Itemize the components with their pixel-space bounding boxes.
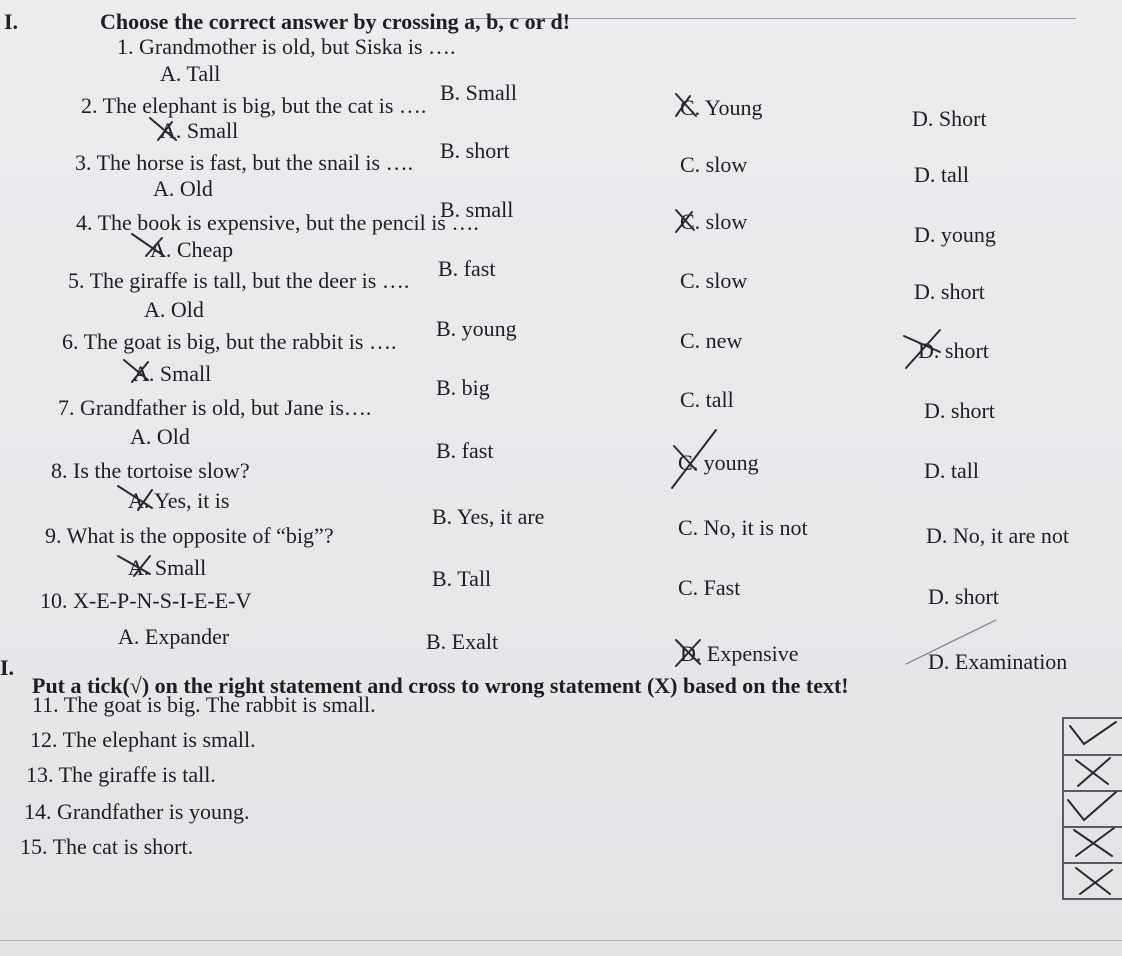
q1-option-a[interactable]: A. Tall (160, 61, 221, 86)
q2-option-a[interactable]: A. Small (160, 118, 239, 143)
section2-instruction: Put a tick(√) on the right statement and cross to wrong statement (X) based on the text! (32, 673, 849, 698)
tick-mark-14 (1068, 792, 1116, 820)
question-4: 4. The book is expensive, but the pencil is …. (76, 210, 479, 235)
q2-option-d[interactable]: D. tall (914, 162, 969, 187)
q6-option-d[interactable]: D. short (924, 398, 995, 423)
q4-option-d[interactable]: D. short (914, 279, 985, 304)
statement-14: 14. Grandfather is young. (24, 799, 250, 824)
q1-option-b[interactable]: B. Small (440, 80, 518, 105)
question-1: 1. Grandmother is old, but Siska is …. (117, 34, 456, 59)
q7-option-b[interactable]: B. fast (436, 438, 494, 463)
cross-mark-q4 (132, 234, 164, 256)
q1-option-c[interactable]: C. Young (680, 95, 763, 120)
section1-instruction: Choose the correct answer by crossing a, b, c or d! (100, 9, 571, 34)
q8-option-b[interactable]: B. Yes, it are (432, 504, 545, 529)
q10-option-b[interactable]: B. Exalt (426, 629, 499, 654)
q5-option-a[interactable]: A. Old (144, 297, 204, 322)
q6-option-b[interactable]: B. big (436, 375, 490, 400)
q8-option-a[interactable]: A. Yes, it is (128, 488, 230, 513)
q3-option-b[interactable]: B. small (440, 197, 514, 222)
cross-mark-q1 (676, 94, 696, 116)
q7-option-c[interactable]: C. young (678, 450, 759, 475)
q3-option-d[interactable]: D. young (914, 222, 996, 247)
q1-option-d[interactable]: D. Short (912, 106, 987, 131)
q5-option-d[interactable]: D. short (918, 338, 989, 363)
question-10: 10. X-E-P-N-S-I-E-E-V (40, 588, 252, 613)
cross-mark-q10 (676, 640, 700, 666)
question-2: 2. The elephant is big, but the cat is …. (81, 93, 427, 118)
cross-mark-q2 (150, 118, 176, 140)
q9-option-d[interactable]: D. short (928, 584, 999, 609)
q9-option-c[interactable]: C. Fast (678, 575, 741, 600)
cross-mark-16 (1076, 868, 1112, 894)
q7-option-a[interactable]: A. Old (130, 424, 190, 449)
q6-option-a[interactable]: A. Small (133, 361, 212, 386)
cross-mark-q5 (904, 330, 940, 368)
q7-option-d[interactable]: D. tall (924, 458, 979, 483)
cross-mark-13 (1076, 758, 1110, 786)
q6-option-c[interactable]: C. tall (680, 387, 734, 412)
q2-option-c[interactable]: C. slow (680, 152, 748, 177)
cross-mark-q6 (124, 360, 148, 382)
q3-option-a[interactable]: A. Old (153, 176, 213, 201)
q4-option-c[interactable]: C. slow (680, 268, 748, 293)
q3-option-c[interactable]: C. slow (680, 209, 748, 234)
q10-option-d[interactable]: D. Examination (928, 649, 1068, 674)
statement-15: 15. The cat is short. (20, 834, 194, 859)
question-5: 5. The giraffe is tall, but the deer is …. (68, 268, 410, 293)
section2-label: I. (0, 655, 15, 680)
cross-mark-q8 (118, 486, 152, 510)
question-8: 8. Is the tortoise slow? (51, 458, 250, 483)
cross-mark-q3 (676, 210, 694, 232)
q2-option-b[interactable]: B. short (440, 138, 510, 163)
cross-mark-q7 (672, 430, 716, 488)
statement-12: 12. The elephant is small. (30, 727, 256, 752)
q9-option-a[interactable]: A. Small (128, 555, 207, 580)
question-7: 7. Grandfather is old, but Jane is…. (58, 395, 372, 420)
q10-option-c[interactable]: D. Expensive (680, 641, 799, 666)
q9-option-b[interactable]: B. Tall (432, 566, 492, 591)
statement-11: 11. The goat is big. The rabbit is small. (32, 692, 376, 717)
question-9: 9. What is the opposite of “big”? (45, 523, 334, 548)
tick-mark-12 (1070, 722, 1116, 744)
q8-option-c[interactable]: C. No, it is not (678, 515, 808, 540)
question-6: 6. The goat is big, but the rabbit is …. (62, 329, 397, 354)
q10-option-a[interactable]: A. Expander (118, 624, 230, 649)
q5-option-b[interactable]: B. young (436, 316, 517, 341)
q4-option-a[interactable]: A. Cheap (150, 237, 234, 262)
q5-option-c[interactable]: C. new (680, 328, 743, 353)
section1-label: I. (4, 9, 19, 34)
question-3: 3. The horse is fast, but the snail is …. (75, 150, 414, 175)
cross-mark-q9 (118, 556, 150, 576)
q8-option-d[interactable]: D. No, it are not (926, 523, 1069, 548)
q4-option-b[interactable]: B. fast (438, 256, 496, 281)
cross-mark-15 (1074, 828, 1114, 856)
statement-13: 13. The giraffe is tall. (26, 762, 216, 787)
